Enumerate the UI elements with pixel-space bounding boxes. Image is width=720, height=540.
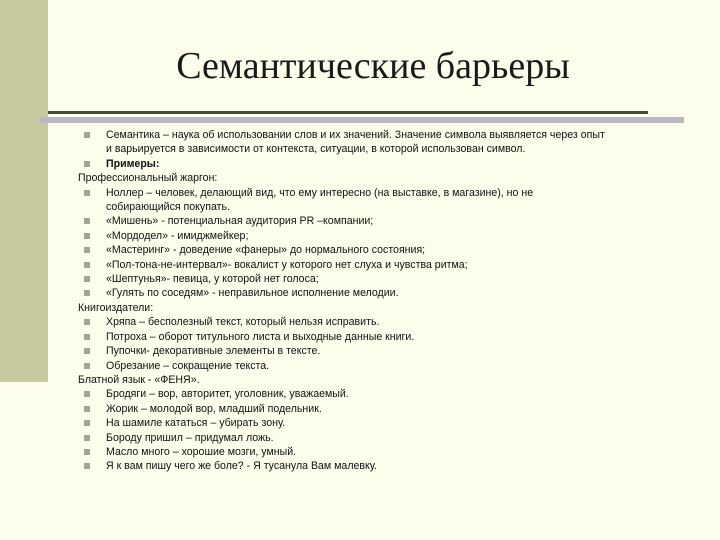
bullet-icon (84, 218, 90, 224)
line-text: Ноллер – человек, делающий вид, что ему интересно (на выставке, в магазине), но не (106, 186, 534, 199)
list-item (78, 258, 688, 272)
line-text: Блатной язык - «ФЕНЯ». (78, 373, 200, 386)
list-item (78, 214, 688, 228)
list-item (78, 186, 688, 200)
line-text: Книгоиздатели: (78, 301, 154, 314)
line-text: «Шептунья»- певица, у которой нет голоса; (106, 273, 319, 286)
line-text: «Мастеринг» - доведение «фанеры» до нормального состояния; (106, 244, 426, 257)
slide-body (78, 128, 688, 474)
bullet-icon (84, 363, 90, 369)
line-text: На шамиле кататься – убирать зону. (106, 417, 286, 430)
bullet-icon (84, 190, 90, 196)
line-text: «Пол-тона-не-интервал»- вокалист у которого нет слуха и чувства ритма; (106, 258, 468, 271)
line-text: «Мишень» - потенциальная аудитория PR –компании; (106, 215, 374, 228)
bullet-icon (84, 348, 90, 354)
bullet-icon (84, 334, 90, 340)
line-text: Семантика – наука об использовании слов и их значений. Значение символа выявляется через опыт (106, 129, 605, 141)
list-item (78, 142, 688, 156)
line-text: «Мордодел» - имиджмейкер; (106, 229, 249, 242)
bullet-icon (84, 391, 90, 397)
line-text: Пупочки- декоративные элементы в тексте. (106, 345, 321, 358)
list-item (78, 243, 688, 257)
section-heading (78, 373, 688, 387)
list-item (78, 344, 688, 358)
line-text: Бороду пришил – придумал ложь. (106, 431, 274, 444)
list-item (78, 402, 688, 416)
bullet-icon (84, 132, 90, 138)
line-text: Обрезание – сокращение текста. (106, 359, 270, 372)
bullet-icon (84, 161, 90, 167)
list-item (78, 387, 688, 401)
bullet-icon (84, 463, 90, 469)
bullet-icon (84, 435, 90, 441)
title-rule (48, 111, 648, 114)
list-item (78, 200, 688, 214)
list-item (78, 272, 688, 286)
section-heading (78, 301, 688, 315)
bullet-icon (84, 420, 90, 426)
line-text: Жорик – молодой вор, младший подельник. (106, 402, 322, 415)
bullet-icon (84, 449, 90, 455)
title-rule-shadow (40, 117, 684, 123)
line-text: и варьируется в зависимости от контекста, ситуации, в которой использован символ. (106, 143, 526, 156)
bullet-icon (84, 262, 90, 268)
line-text: Масло много – хорошие мозги, умный. (106, 445, 297, 458)
bullet-icon (84, 247, 90, 253)
list-item (78, 315, 688, 329)
section-heading (78, 171, 688, 185)
list-item (78, 128, 688, 142)
line-text: Примеры: (106, 157, 160, 170)
bullet-icon (84, 233, 90, 239)
bullet-icon (84, 406, 90, 412)
bullet-icon (84, 276, 90, 282)
list-item (78, 359, 688, 373)
slide-title: Семантические барьеры (176, 45, 570, 87)
line-text: Профессиональный жаргон: (78, 172, 218, 185)
list-item (78, 157, 688, 171)
left-accent-bar (0, 0, 48, 382)
bullet-icon (84, 290, 90, 296)
list-item (78, 431, 688, 445)
line-text: Потроха – оборот титульного листа и выходные данные книги. (106, 330, 415, 343)
bullet-icon (84, 319, 90, 325)
list-item (78, 445, 688, 459)
line-text: Хряпа – бесполезный текст, который нельзя исправить. (106, 316, 380, 329)
line-text: «Гулять по соседям» - неправильное исполнение мелодии. (106, 287, 399, 300)
line-text: Бродяги – вор, авторитет, уголовник, уважаемый. (106, 388, 349, 401)
line-text: собирающийся покупать. (106, 201, 230, 214)
line-text: Я к вам пишу чего же боле? - Я тусанула Вам малевку. (106, 460, 377, 473)
list-item (78, 459, 688, 473)
list-item (78, 229, 688, 243)
list-item (78, 330, 688, 344)
list-item (78, 286, 688, 300)
list-item (78, 416, 688, 430)
